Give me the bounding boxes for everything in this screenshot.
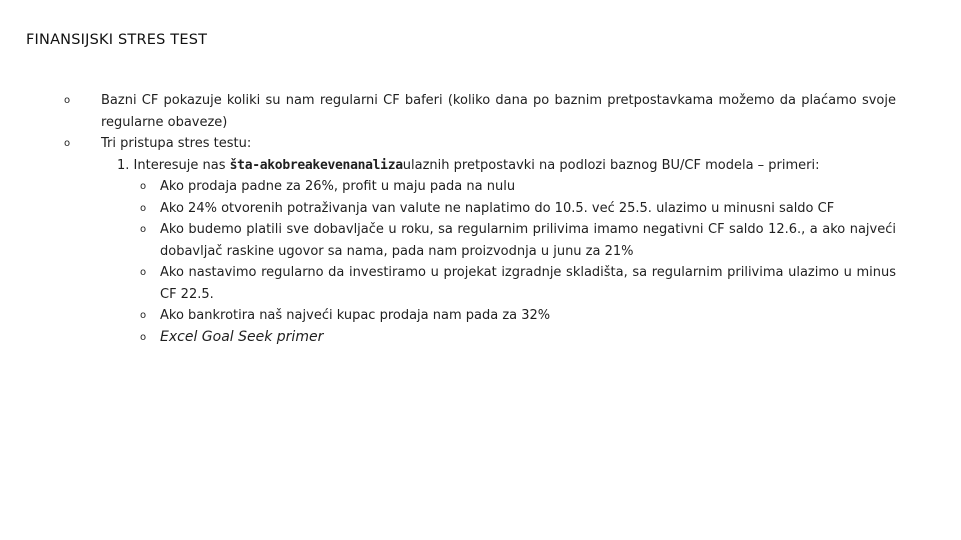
bullet-marker: o	[140, 181, 147, 192]
slide-content	[64, 90, 896, 348]
list-item	[64, 90, 896, 133]
slide-title: FINANSIJSKI STRES TEST	[26, 32, 208, 48]
numbered-item-suffix: ulaznih pretpostavki na podlozi baznog BU/CF modela – primeri:	[402, 157, 820, 173]
sub-list-item	[64, 305, 896, 327]
numbered-item-number: 1.	[117, 157, 130, 173]
sub-list-item	[64, 176, 896, 198]
sub-list-item	[64, 219, 896, 262]
sub-list-item	[64, 327, 896, 349]
excel-goal-seek-link: Excel Goal Seek primer	[160, 328, 324, 345]
bullet-marker: o	[140, 331, 147, 343]
sub-list-item-text: Ako budemo platili sve dobavljače u roku, sa regularnim prilivima imamo negativni CF saldo 12.6., a ako najveći dobavljač raskine ugovor sa nama, pada nam proizvodnja u junu za 21%	[160, 222, 896, 259]
numbered-item	[64, 155, 896, 177]
sub-list-item	[64, 262, 896, 305]
sub-list-item-text: Ako prodaja padne za 26%, profit u maju pada na nulu	[160, 179, 516, 194]
sub-list-item	[64, 198, 896, 220]
bullet-marker: o	[64, 95, 71, 106]
bullet-marker: o	[140, 310, 147, 321]
numbered-item-bold: šta-akobreakevenanaliza	[229, 157, 403, 173]
sub-list-item-text: Ako bankrotira naš najveći kupac prodaja nam pada za 32%	[160, 308, 551, 323]
numbered-item-prefix: Interesuje nas	[133, 157, 230, 173]
bullet-marker: o	[64, 138, 71, 149]
bullet-marker: o	[140, 267, 147, 278]
list-item-text: Tri pristupa stres testu:	[101, 136, 252, 151]
list-item	[64, 133, 896, 155]
bullet-marker: o	[140, 224, 147, 235]
sub-list-item-text: Ako nastavimo regularno da investiramo u projekat izgradnje skladišta, sa regularnim prilivima ulazimo u minus CF 22.5.	[160, 265, 896, 302]
list-item-text: Bazni CF pokazuje koliki su nam regularni CF baferi (koliko dana po baznim pretpostavkama možemo da plaćamo svoje regularne obaveze)	[101, 93, 896, 130]
sub-list-item-text: Ako 24% otvorenih potraživanja van valute ne naplatimo do 10.5. već 25.5. ulazimo u minusni saldo CF	[160, 200, 835, 216]
bullet-marker: o	[140, 202, 147, 214]
